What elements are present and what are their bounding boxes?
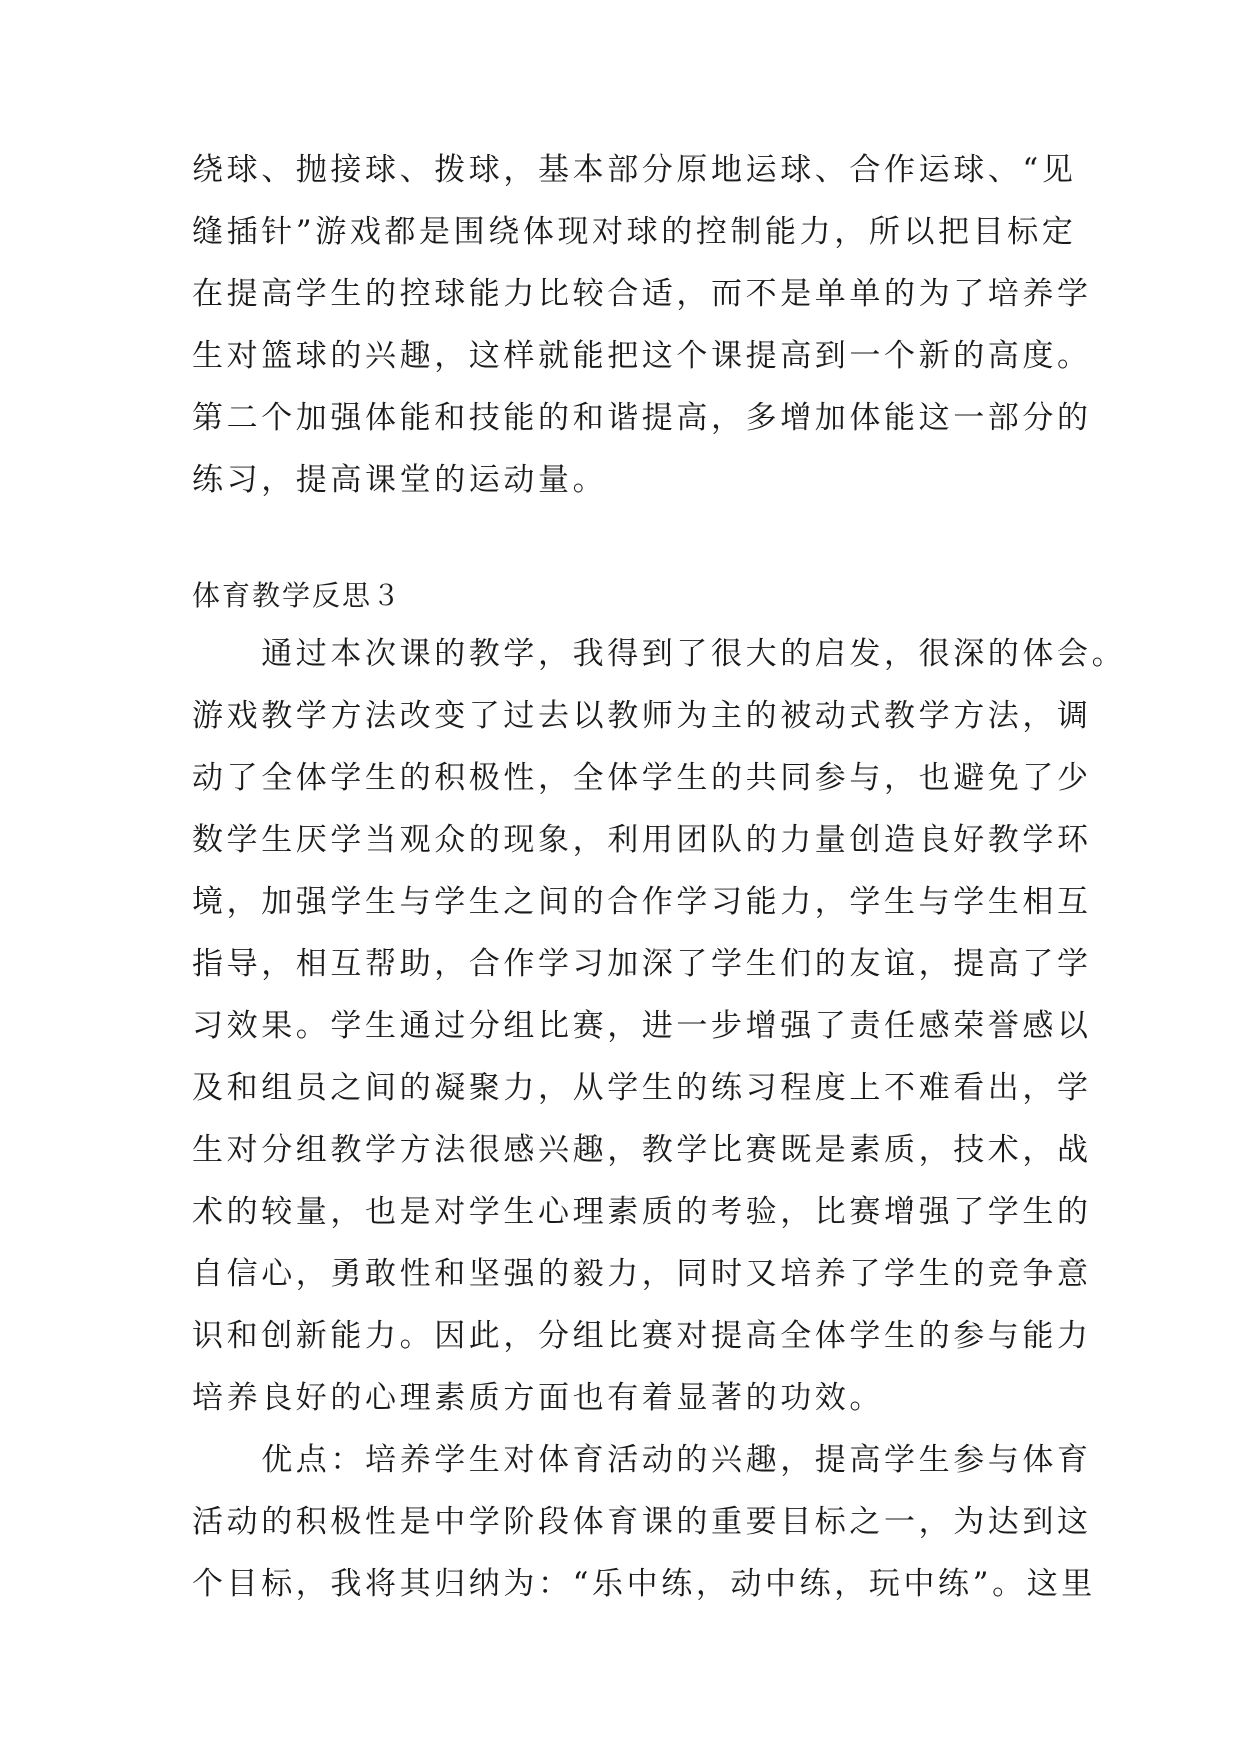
paragraph-line: 练习，提高课堂的运动量。	[192, 462, 608, 498]
paragraph-line: 生对分组教学方法很感兴趣，教学比赛既是素质，技术，战	[192, 1132, 1092, 1168]
paragraph-line: 指导，相互帮助，合作学习加深了学生们的友谊，提高了学	[192, 946, 1092, 982]
paragraph-line: 第二个加强体能和技能的和谐提高，多增加体能这一部分的	[192, 400, 1092, 436]
paragraph-line: 培养良好的心理素质方面也有着显著的功效。	[192, 1380, 884, 1416]
paragraph-line: 习效果。学生通过分组比赛，进一步增强了责任感荣誉感以	[192, 1008, 1092, 1044]
paragraph-line: 自信心，勇敢性和坚强的毅力，同时又培养了学生的竞争意	[192, 1256, 1092, 1292]
paragraph-line: 在提高学生的控球能力比较合适，而不是单单的为了培养学	[192, 276, 1092, 312]
paragraph-line: 术的较量，也是对学生心理素质的考验，比赛增强了学生的	[192, 1194, 1092, 1230]
paragraph-line: 优点：培养学生对体育活动的兴趣，提高学生参与体育	[192, 1442, 1092, 1478]
paragraph-line: 识和创新能力。因此，分组比赛对提高全体学生的参与能力	[192, 1318, 1092, 1354]
paragraph-line: 及和组员之间的凝聚力，从学生的练习程度上不难看出，学	[192, 1070, 1092, 1106]
paragraph-line: 境，加强学生与学生之间的合作学习能力，学生与学生相互	[192, 884, 1092, 920]
paragraph-line: 数学生厌学当观众的现象，利用团队的力量创造良好教学环	[192, 822, 1092, 858]
paragraph-line: 绕球、抛接球、拨球，基本部分原地运球、合作运球、“见	[192, 152, 1077, 188]
paragraph-line: 通过本次课的教学，我得到了很大的启发，很深的体会。	[192, 636, 1127, 672]
paragraph-line: 个目标，我将其归纳为：“乐中练，动中练，玩中练”。这里	[192, 1566, 1096, 1602]
section-heading: 体育教学反思３	[192, 579, 403, 612]
paragraph-line: 活动的积极性是中学阶段体育课的重要目标之一，为达到这	[192, 1504, 1092, 1540]
paragraph-line: 缝插针”游戏都是围绕体现对球的控制能力，所以把目标定	[192, 214, 1077, 250]
paragraph-line: 动了全体学生的积极性，全体学生的共同参与，也避免了少	[192, 760, 1092, 796]
paragraph-line: 游戏教学方法改变了过去以教师为主的被动式教学方法，调	[192, 698, 1092, 734]
paragraph-line: 生对篮球的兴趣，这样就能把这个课提高到一个新的高度。	[192, 338, 1092, 374]
